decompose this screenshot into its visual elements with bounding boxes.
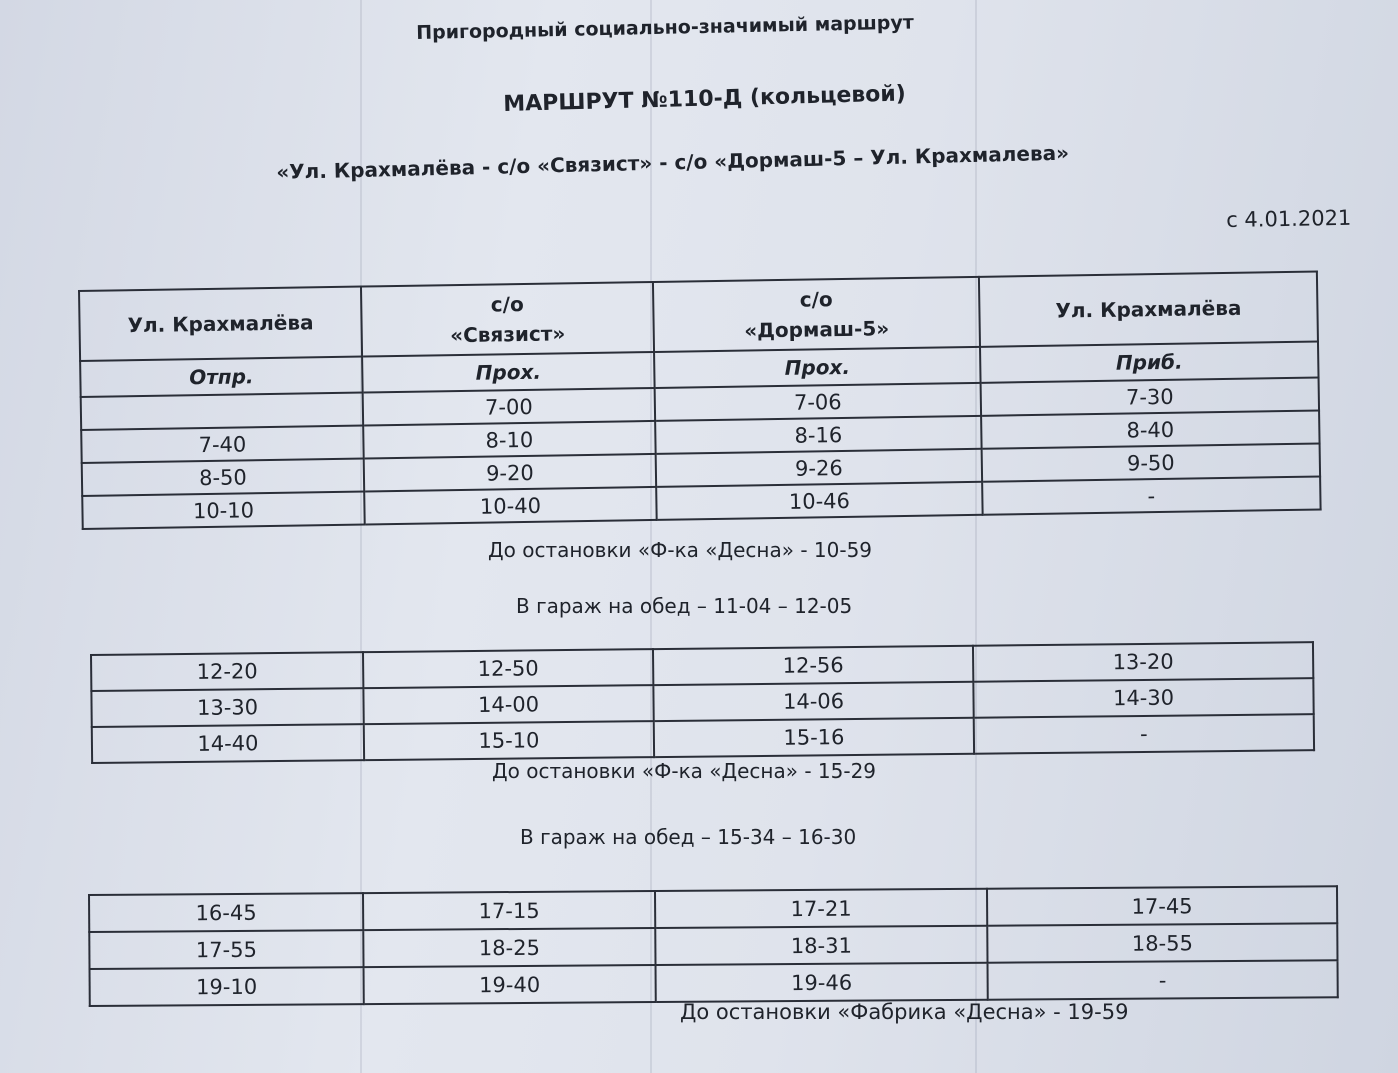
header-stop-type: с/о <box>799 287 833 312</box>
time-cell: 7-06 <box>655 383 981 421</box>
time-cell: 17-21 <box>655 889 987 928</box>
time-cell: 19-10 <box>90 967 364 1006</box>
time-cell: 12-20 <box>91 652 363 691</box>
header-stop-name: «Дормаш-5» <box>744 316 890 343</box>
terminal-note-3: До остановки «Фабрика «Десна» - 19-59 <box>680 1000 1129 1024</box>
terminal-note-2: До остановки «Ф-ка «Десна» - 15-29 <box>492 759 877 783</box>
time-cell: 7-40 <box>81 426 363 463</box>
time-cell: 8-10 <box>363 421 655 459</box>
header-stop-type: с/о <box>490 292 524 317</box>
time-cell: 17-55 <box>89 930 363 969</box>
time-cell: 10-40 <box>364 487 656 525</box>
time-cell: 14-30 <box>973 678 1313 718</box>
time-cell: 15-16 <box>654 718 974 757</box>
subheader-arrive: Приб. <box>980 342 1319 383</box>
time-cell: 7-30 <box>981 378 1319 416</box>
time-cell: 13-20 <box>973 642 1313 682</box>
time-cell: 9-50 <box>982 444 1320 482</box>
time-cell <box>81 393 363 430</box>
lunch-break-note-1: В гараж на обед – 11-04 – 12-05 <box>516 594 853 618</box>
time-cell: 16-45 <box>89 893 363 932</box>
time-cell: - <box>974 714 1314 754</box>
time-cell: 19-40 <box>364 965 656 1004</box>
time-cell: 8-16 <box>655 416 981 454</box>
time-cell: 18-25 <box>363 928 655 967</box>
time-cell: 8-40 <box>981 411 1319 449</box>
header-cell-krakhmaleva-arrive <box>979 272 1318 347</box>
lunch-break-note-2: В гараж на обед – 15-34 – 16-30 <box>520 825 857 849</box>
time-cell: 10-10 <box>82 492 364 529</box>
schedule-table-evening <box>88 885 1339 1007</box>
time-cell: 14-40 <box>92 724 364 763</box>
time-cell: 13-30 <box>91 688 363 727</box>
time-cell: 15-10 <box>364 721 654 760</box>
header-cell-dormash <box>653 277 980 352</box>
schedule-table-afternoon <box>90 641 1315 764</box>
time-cell: 8-50 <box>82 459 364 496</box>
time-cell: 7-00 <box>363 388 655 426</box>
header-stop-name: Ул. Крахмалёва <box>127 310 314 338</box>
time-cell: 18-55 <box>987 923 1337 962</box>
subheader-pass: Прох. <box>654 347 981 388</box>
time-cell: 18-31 <box>655 926 987 965</box>
subheader-depart: Отпр. <box>80 357 363 397</box>
header-stop-name: Ул. Крахмалёва <box>1055 295 1242 323</box>
effective-date: с 4.01.2021 <box>1226 205 1352 232</box>
time-cell: - <box>982 477 1320 515</box>
header-stop-name: «Связист» <box>450 321 566 348</box>
time-cell: 12-56 <box>653 646 973 685</box>
time-cell: 14-06 <box>653 682 973 721</box>
time-cell: - <box>988 960 1338 999</box>
subheader-pass: Прох. <box>362 352 655 393</box>
time-cell: 17-45 <box>987 886 1337 925</box>
document-subtitle: Пригородный социально-значимый маршрут <box>416 11 915 44</box>
time-cell: 10-46 <box>656 482 982 520</box>
time-cell: 12-50 <box>363 649 653 688</box>
time-cell: 9-20 <box>364 454 656 492</box>
route-stops: «Ул. Крахмалёва - с/о «Связист» - с/о «Дормаш-5 – Ул. Крахмалева» <box>276 140 1070 184</box>
schedule-table-morning <box>78 271 1322 530</box>
route-title: МАРШРУТ №110-Д (кольцевой) <box>503 81 907 117</box>
time-cell: 17-15 <box>363 891 655 930</box>
header-cell-krakhmaleva-depart <box>79 287 362 361</box>
header-cell-svyazist <box>361 282 654 357</box>
time-cell: 9-26 <box>656 449 982 487</box>
time-cell: 14-00 <box>363 685 653 724</box>
time-cell: 19-46 <box>656 963 988 1002</box>
terminal-note-1: До остановки «Ф-ка «Десна» - 10-59 <box>488 538 873 562</box>
